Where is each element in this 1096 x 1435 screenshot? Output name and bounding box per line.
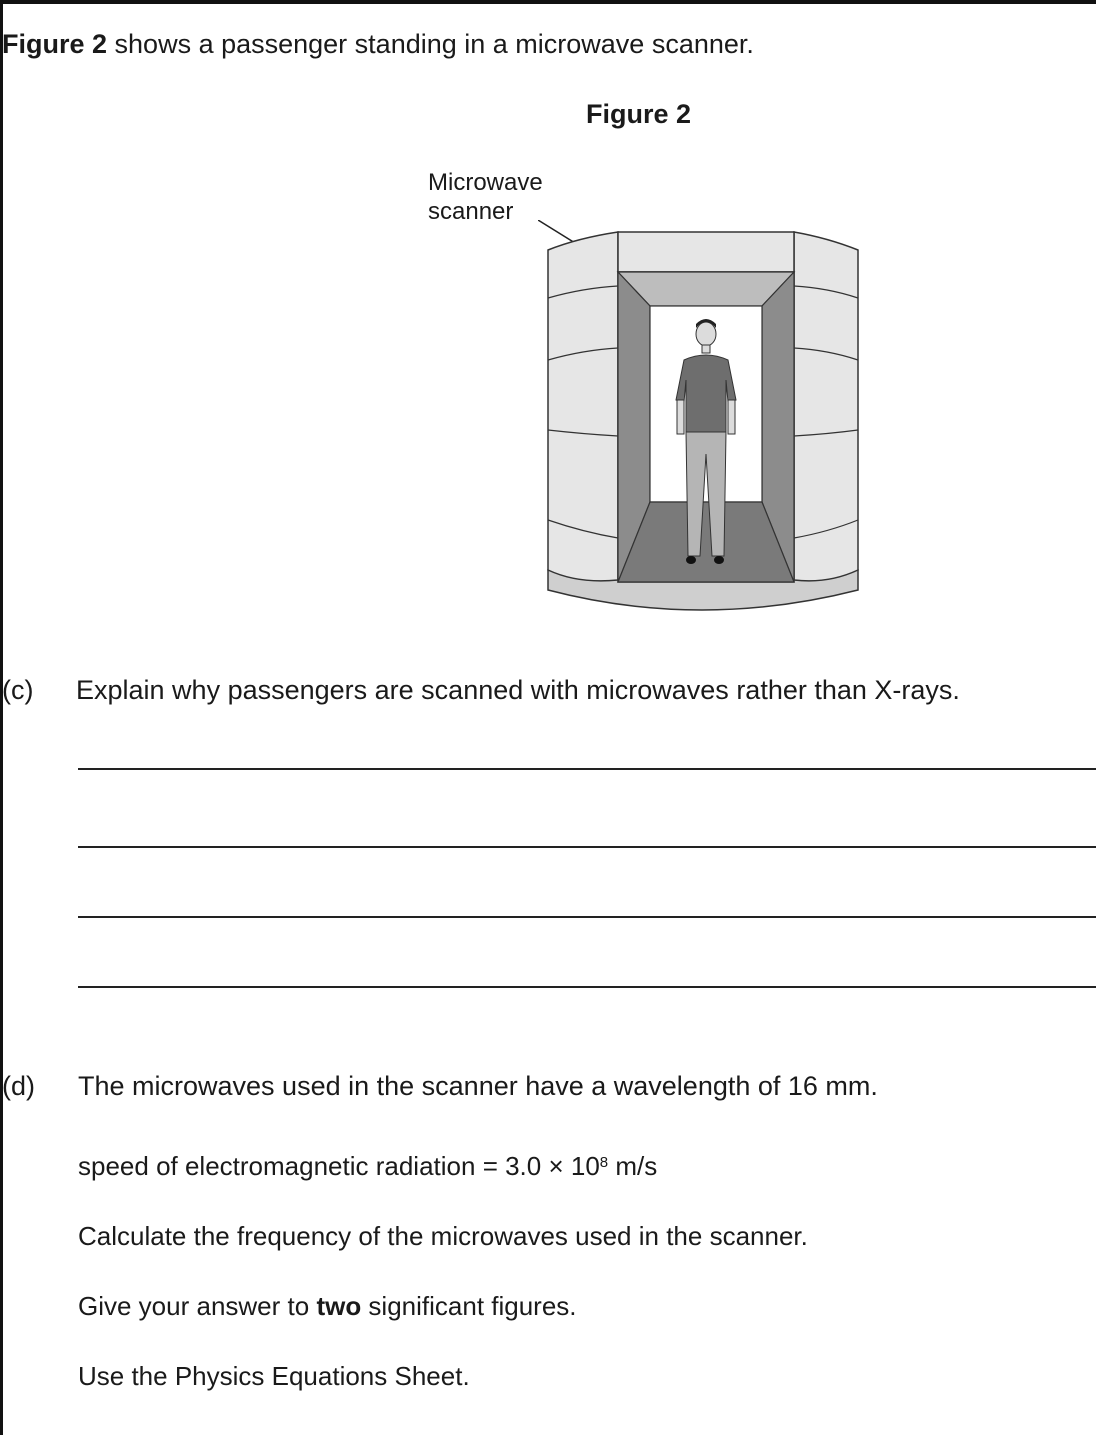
answer-line[interactable] [78,846,1096,848]
question-d-text: The microwaves used in the scanner have a wavelength of 16 mm. [78,1071,878,1101]
sigfig-after: significant figures. [361,1291,577,1321]
scanner-left-panel [548,232,618,581]
callout-line-2: scanner [428,198,514,225]
speed-of-em-radiation [78,1150,657,1182]
sigfig-bold: two [316,1291,362,1321]
question-c-label: (c) [2,675,34,705]
intro-text: shows a passenger standing in a microwave scanner. [107,29,754,59]
intro-figure-ref: Figure 2 [2,29,108,59]
figure-title: Figure 2 [586,99,692,129]
page-top-border [0,0,1096,4]
question-d-label: (d) [2,1071,35,1101]
answer-line[interactable] [78,768,1096,770]
calculate-instruction: Calculate the frequency of the microwaves used in the scanner. [78,1221,808,1251]
figure-callout-label [428,168,543,226]
intro-sentence [2,28,754,60]
answer-line[interactable] [78,986,1096,988]
question-c-text: Explain why passengers are scanned with microwaves rather than X-rays. [76,675,960,705]
callout-line-1: Microwave [428,169,543,196]
equations-sheet-note: Use the Physics Equations Sheet. [78,1361,470,1391]
speed-exponent: 8 [599,1154,609,1171]
page-left-border [0,0,3,1435]
answer-line[interactable] [78,916,1096,918]
scanner-right-panel [794,232,858,581]
sigfig-before: Give your answer to [78,1291,317,1321]
scanner-top-panel [618,232,794,272]
speed-unit: m/s [608,1151,658,1181]
sig-fig-instruction [78,1290,577,1322]
speed-prefix: speed of electromagnetic radiation = 3.0 × 10 [78,1151,600,1181]
microwave-scanner-illustration [538,220,864,620]
